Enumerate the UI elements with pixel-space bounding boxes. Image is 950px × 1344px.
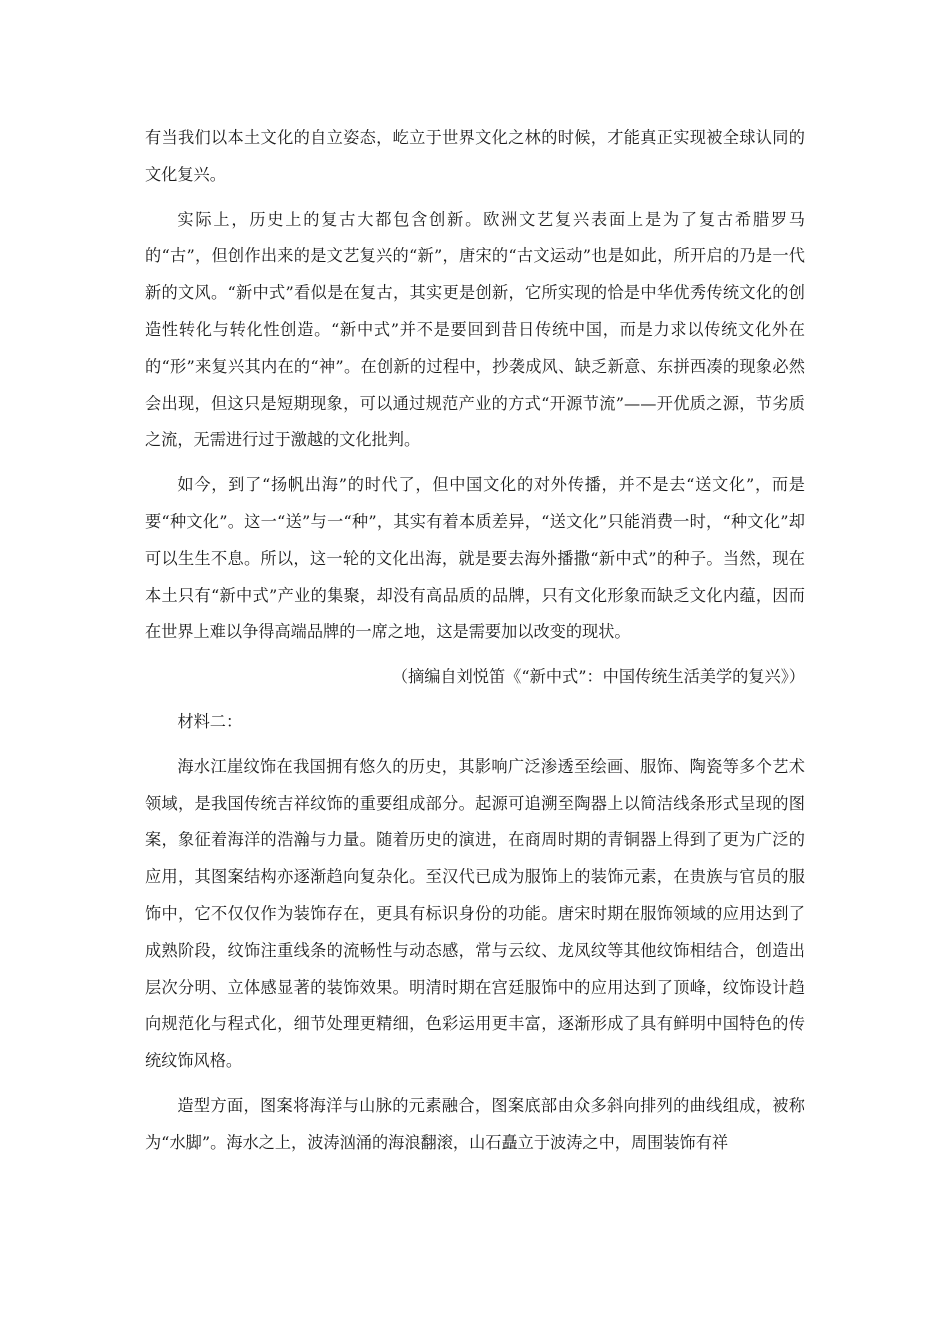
paragraph-sea-cliff-shape: 造型方面，图案将海洋与山脉的元素融合，图案底部由众多斜向排列的曲线组成，被称为“水脚”。海水之上，波涛汹涌的海浪翻滚，山石矗立于波涛之中，周围装饰有祥	[145, 1095, 805, 1152]
section-heading-material-two: 材料二：	[177, 711, 243, 731]
source-citation: （摘编自刘悦笛《“新中式”：中国传统生活美学的复兴》）	[391, 667, 805, 687]
paragraph-innovation: 实际上，历史上的复古大都包含创新。欧洲文艺复兴表面上是为了复古希腊罗马的“古”，但创作出来的是文艺复兴的“新”，唐宋的“古文运动”也是如此，所开启的乃是一代新的文风。“新中式”看似是在复古，其实更是创新，它所实现的恰是中华优秀传统文化的创造性转化与转化性创造。“新中式”并不是要回到昔日传统中国，而是力求以传统文化外在的“形”来复兴其内在的“神”。在创新的过程中，抄袭成风、缺乏新意、东拼西凑的现象必然会出现，但这只是短期现象，可以通过规范产业的方式“开源节流”——开优质之源，节劣质之流，无需进行过于激越的文化批判。	[145, 209, 805, 450]
document-page	[145, 120, 805, 1162]
paragraph-cultural-export: 如今，到了“扬帆出海”的时代了，但中国文化的对外传播，并不是去“送文化”，而是要“种文化”。这一“送”与一“种”，其实有着本质差异，“送文化”只能消费一时，“种文化”却可以生生不息。所以，这一轮的文化出海，就是要去海外播撒“新中式”的种子。当然，现在本土只有“新中式”产业的集聚，却没有高品质的品牌，只有文化形象而缺乏文化内蕴，因而在世界上难以争得高端品牌的一席之地，这是需要加以改变的现状。	[145, 475, 805, 642]
paragraph-continuation: 有当我们以本土文化的自立姿态，屹立于世界文化之林的时候，才能真正实现被全球认同的文化复兴。	[145, 128, 805, 184]
paragraph-sea-cliff-history: 海水江崖纹饰在我国拥有悠久的历史，其影响广泛渗透至绘画、服饰、陶瓷等多个艺术领域，是我国传统吉祥纹饰的重要组成部分。起源可追溯至陶器上以简洁线条形式呈现的图案，象征着海洋的浩瀚与力量。随着历史的演进，在商周时期的青铜器上得到了更为广泛的应用，其图案结构亦逐渐趋向复杂化。至汉代已成为服饰上的装饰元素，在贵族与官员的服饰中，它不仅仅作为装饰存在，更具有标识身份的功能。唐宋时期在服饰领域的应用达到了成熟阶段，纹饰注重线条的流畅性与动态感，常与云纹、龙凤纹等其他纹饰相结合，创造出层次分明、立体感显著的装饰效果。明清时期在宫廷服饰中的应用达到了顶峰，纹饰设计趋向规范化与程式化，细节处理更精细，色彩运用更丰富，逐渐形成了具有鲜明中国特色的传统纹饰风格。	[145, 756, 805, 1071]
